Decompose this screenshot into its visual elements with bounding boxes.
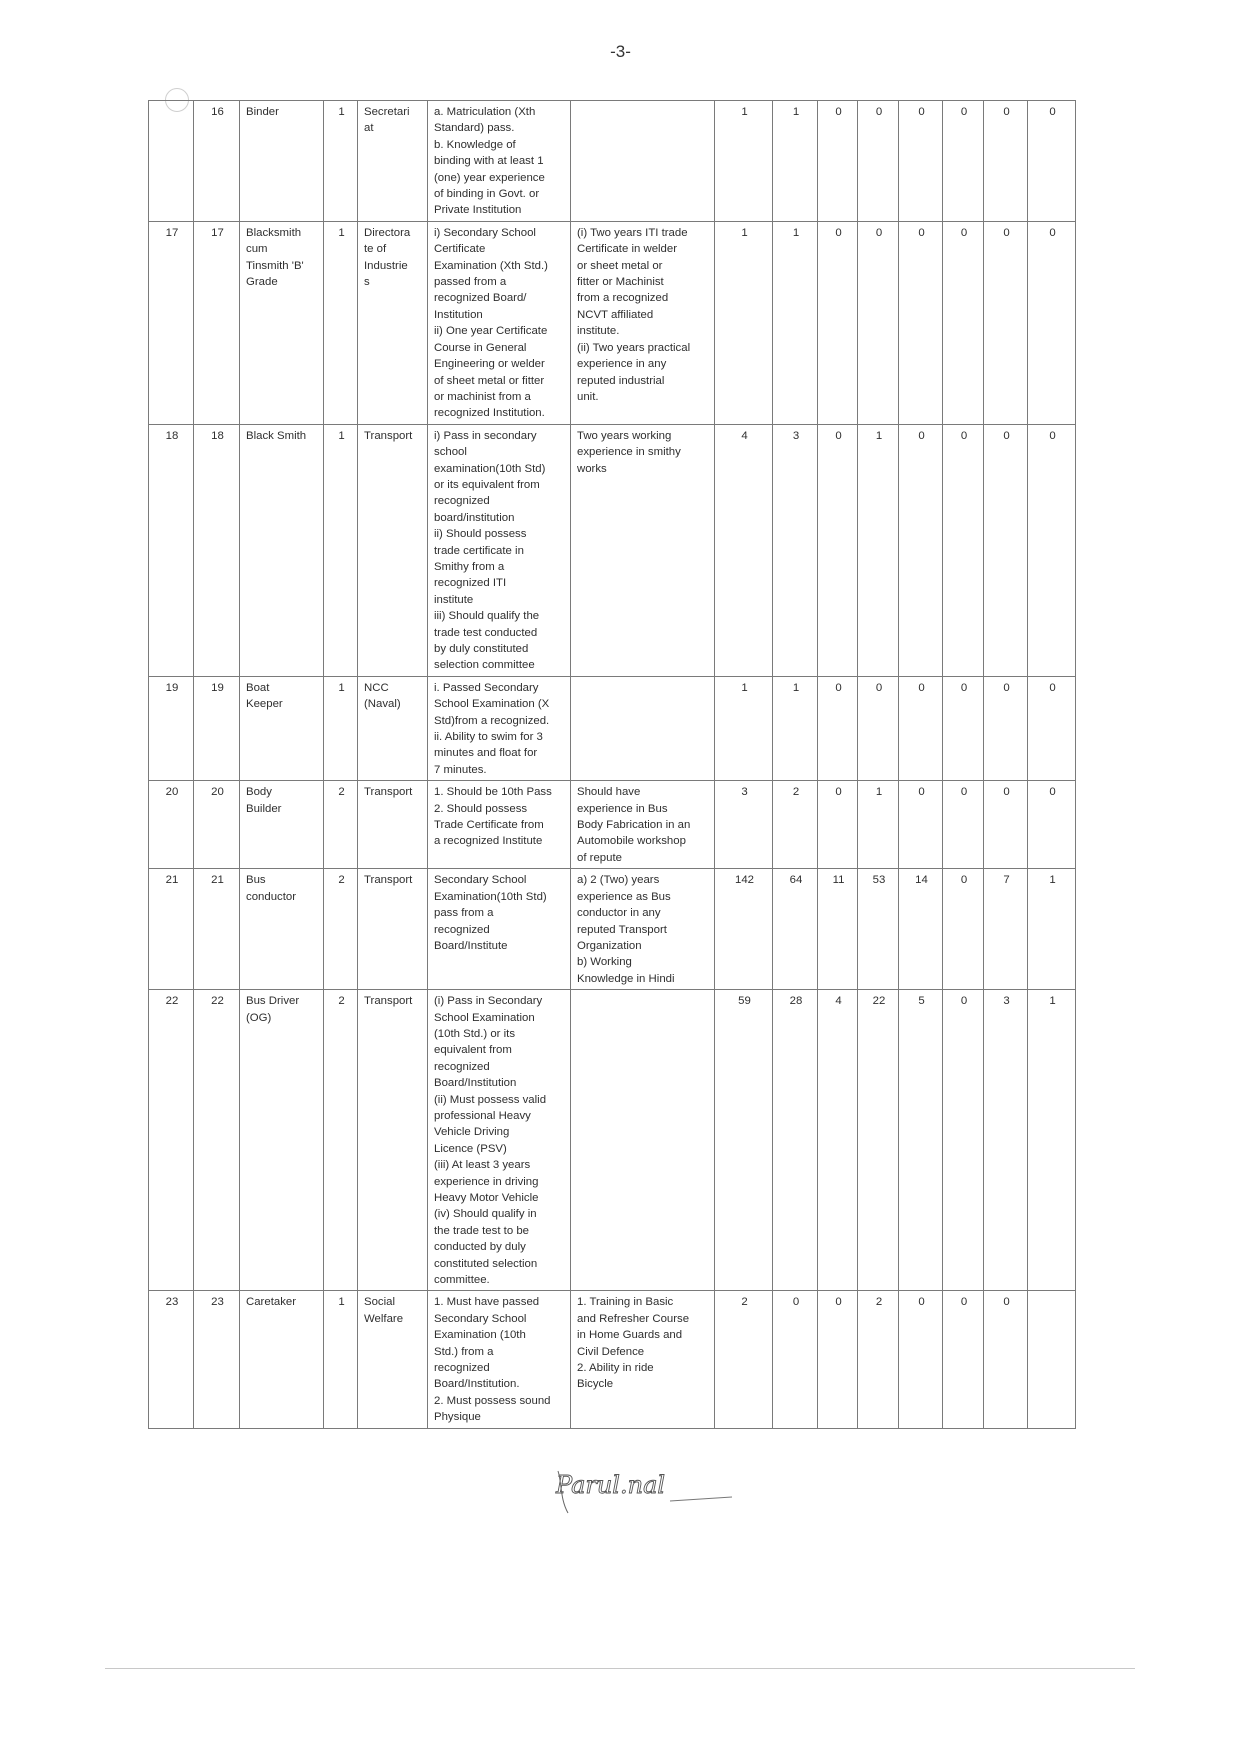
count-cell: 4 — [818, 990, 858, 1291]
count-cell: 0 — [1028, 781, 1076, 869]
post-number-cell: 22 — [194, 990, 240, 1291]
qualification-cell — [428, 990, 571, 1291]
qualification-cell-line: Trade Certificate from — [434, 819, 544, 832]
qualification-cell-line: or machinist from a — [434, 390, 531, 403]
qualification-cell-line: passed from a — [434, 276, 507, 289]
qualification-cell-line: Smithy from a — [434, 560, 505, 573]
department-cell-line: s — [364, 276, 370, 289]
post-name-cell-line: Bus Driver — [246, 995, 300, 1008]
qualification-cell-line: (one) year experience — [434, 171, 545, 184]
count-cell: 142 — [715, 869, 773, 990]
count-cell: 1 — [858, 781, 899, 869]
count-cell: 0 — [984, 1291, 1028, 1428]
post-name-cell — [240, 676, 324, 780]
post-name-cell-line: Body — [246, 786, 272, 799]
post-name-cell — [240, 990, 324, 1291]
qualification-cell-line: School Examination (X — [434, 698, 550, 711]
post-number-cell: 23 — [194, 1291, 240, 1428]
table-row — [149, 990, 1076, 1291]
experience-cell-line: (ii) Two years practical — [577, 341, 691, 354]
count-cell: 0 — [899, 676, 943, 780]
qualification-cell-line: Examination (Xth Std.) — [434, 259, 548, 272]
serial-number-cell: 18 — [149, 424, 194, 676]
qualification-cell — [428, 101, 571, 222]
posts-count-cell: 2 — [324, 781, 358, 869]
serial-number-cell — [149, 101, 194, 222]
count-cell: 1 — [1028, 990, 1076, 1291]
signature — [550, 1455, 740, 1530]
post-name-cell — [240, 101, 324, 222]
posts-count-cell: 1 — [324, 424, 358, 676]
qualification-cell-line: (ii) Must possess valid — [434, 1093, 547, 1106]
experience-cell-line: and Refresher Course — [577, 1312, 690, 1325]
department-cell-line: Social — [364, 1296, 396, 1309]
experience-cell-line: fitter or Machinist — [577, 276, 664, 289]
department-cell-line: Transport — [364, 995, 413, 1008]
count-cell: 3 — [715, 781, 773, 869]
experience-cell-line: of repute — [577, 851, 622, 864]
qualification-cell-line: i) Secondary School — [434, 226, 536, 239]
qualification-cell-line: (iv) Should qualify in — [434, 1208, 537, 1221]
post-name-cell-line: Caretaker — [246, 1296, 297, 1309]
count-cell: 1 — [715, 221, 773, 424]
serial-number-cell: 19 — [149, 676, 194, 780]
experience-cell-line: experience in Bus — [577, 802, 668, 815]
qualification-cell-line: Licence (PSV) — [434, 1142, 507, 1155]
count-cell: 2 — [858, 1291, 899, 1428]
qualification-cell-line: constituted selection — [434, 1257, 538, 1270]
table-row — [149, 869, 1076, 990]
count-cell: 0 — [818, 676, 858, 780]
table-row — [149, 781, 1076, 869]
count-cell: 0 — [818, 781, 858, 869]
post-name-cell-line: Blacksmith — [246, 226, 302, 239]
qualification-cell-line: trade test conducted — [434, 626, 538, 639]
department-cell — [358, 424, 428, 676]
department-cell — [358, 869, 428, 990]
qualification-cell-line: ii) Should possess — [434, 528, 527, 541]
experience-cell-line: NCVT affiliated — [577, 308, 654, 321]
experience-cell-line: Bicycle — [577, 1378, 614, 1391]
post-number-cell: 18 — [194, 424, 240, 676]
qualification-cell-line: recognized Institution. — [434, 407, 545, 420]
count-cell: 0 — [818, 1291, 858, 1428]
department-cell-line: Transport — [364, 786, 413, 799]
serial-number-cell: 21 — [149, 869, 194, 990]
count-cell: 0 — [773, 1291, 818, 1428]
count-cell: 0 — [943, 221, 984, 424]
posts-count-cell: 1 — [324, 676, 358, 780]
posts-table — [148, 100, 1076, 1429]
qualification-cell-line: school — [434, 446, 467, 459]
department-cell-line: Transport — [364, 874, 413, 887]
post-number-cell: 17 — [194, 221, 240, 424]
count-cell: 1 — [773, 221, 818, 424]
qualification-cell-line: Board/Institute — [434, 939, 508, 952]
count-cell: 0 — [984, 221, 1028, 424]
qualification-cell-line: School Examination — [434, 1011, 535, 1024]
count-cell: 0 — [943, 676, 984, 780]
qualification-cell-line: selection committee — [434, 659, 535, 672]
qualification-cell-line: b. Knowledge of — [434, 138, 516, 151]
qualification-cell-line: board/institution — [434, 511, 515, 524]
qualification-cell-line: binding with at least 1 — [434, 155, 544, 168]
count-cell: 0 — [858, 221, 899, 424]
count-cell: 0 — [1028, 424, 1076, 676]
department-cell-line: at — [364, 122, 374, 135]
table-row — [149, 676, 1076, 780]
department-cell — [358, 221, 428, 424]
experience-cell-line: Organization — [577, 939, 642, 952]
experience-cell — [571, 676, 715, 780]
qualification-cell-line: Heavy Motor Vehicle — [434, 1192, 539, 1204]
qualification-cell-line: 2. Should possess — [434, 802, 528, 815]
department-cell-line: (Naval) — [364, 698, 401, 711]
count-cell: 1 — [773, 676, 818, 780]
experience-cell — [571, 221, 715, 424]
post-name-cell-line: Black Smith — [246, 429, 307, 442]
qualification-cell-line: or its equivalent from — [434, 478, 540, 491]
qualification-cell-line: (10th Std.) or its — [434, 1027, 516, 1040]
experience-cell-line: experience in smithy — [577, 446, 681, 459]
department-cell — [358, 990, 428, 1291]
qualification-cell-line: Private Institution — [434, 204, 522, 217]
qualification-cell-line: iii) Should qualify the — [434, 610, 540, 623]
posts-count-cell: 1 — [324, 221, 358, 424]
experience-cell-line: experience as Bus — [577, 890, 671, 903]
count-cell: 22 — [858, 990, 899, 1291]
department-cell-line: Secretari — [364, 106, 410, 118]
posts-count-cell: 1 — [324, 101, 358, 222]
qualification-cell-line: Secondary School — [434, 874, 527, 887]
count-cell: 0 — [818, 424, 858, 676]
qualification-cell-line: Board/Institution — [434, 1077, 517, 1090]
qualification-cell-line: examination(10th Std) — [434, 462, 546, 475]
department-cell-line: Industrie — [364, 259, 408, 272]
experience-cell-line: institute. — [577, 325, 620, 338]
qualification-cell-line: experience in driving — [434, 1175, 539, 1188]
department-cell-line: NCC — [364, 681, 389, 694]
experience-cell — [571, 990, 715, 1291]
count-cell: 0 — [943, 101, 984, 222]
post-name-cell-line: cum — [246, 243, 268, 256]
experience-cell-line: or sheet metal or — [577, 259, 663, 272]
qualification-cell-line: 1. Should be 10th Pass — [434, 786, 552, 799]
qualification-cell-line: Course in General — [434, 341, 527, 354]
table-row — [149, 221, 1076, 424]
qualification-cell-line: professional Heavy — [434, 1109, 531, 1122]
qualification-cell — [428, 676, 571, 780]
qualification-cell-line: recognized — [434, 1362, 490, 1375]
experience-cell-line: Body Fabrication in an — [577, 819, 691, 832]
posts-count-cell: 2 — [324, 869, 358, 990]
post-name-cell-line: conductor — [246, 890, 297, 903]
post-number-cell: 16 — [194, 101, 240, 222]
qualification-cell-line: Certificate — [434, 243, 486, 256]
count-cell: 11 — [818, 869, 858, 990]
experience-cell-line: (i) Two years ITI trade — [577, 226, 688, 239]
count-cell: 0 — [943, 869, 984, 990]
count-cell: 5 — [899, 990, 943, 1291]
qualification-cell-line: conducted by duly — [434, 1241, 526, 1254]
experience-cell-line: experience in any — [577, 358, 667, 371]
experience-cell-line: Automobile workshop — [577, 835, 686, 848]
count-cell: 0 — [984, 676, 1028, 780]
table-row — [149, 1291, 1076, 1428]
post-name-cell-line: Bus — [246, 874, 266, 887]
qualification-cell-line: of binding in Govt. or — [434, 188, 540, 201]
experience-cell-line: reputed Transport — [577, 923, 667, 936]
count-cell: 0 — [899, 221, 943, 424]
experience-cell-line: from a recognized — [577, 292, 669, 305]
table-body — [149, 101, 1076, 1429]
qualification-cell-line: committee. — [434, 1274, 490, 1287]
signature-text: Parul.nal — [556, 1471, 666, 1499]
qualification-cell-line: the trade test to be — [434, 1224, 529, 1237]
count-cell: 0 — [899, 424, 943, 676]
qualification-cell — [428, 221, 571, 424]
count-cell: 1 — [1028, 869, 1076, 990]
qualification-cell-line: Vehicle Driving — [434, 1126, 510, 1139]
qualification-cell-line: minutes and float for — [434, 747, 538, 760]
experience-cell-line: conductor in any — [577, 907, 661, 920]
department-cell-line: Welfare — [364, 1312, 404, 1325]
experience-cell-line: 1. Training in Basic — [577, 1296, 674, 1309]
page-number: -3- — [610, 42, 631, 61]
qualification-cell-line: 7 minutes. — [434, 763, 487, 776]
qualification-cell-line: 1. Must have passed — [434, 1296, 540, 1309]
qualification-cell-line: recognized ITI — [434, 577, 507, 590]
qualification-cell-line: Physique — [434, 1411, 481, 1424]
qualification-cell-line: i) Pass in secondary — [434, 429, 537, 442]
qualification-cell-line: Board/Institution. — [434, 1378, 520, 1391]
count-cell: 3 — [984, 990, 1028, 1291]
experience-cell-line: Two years working — [577, 429, 672, 442]
qualification-cell-line: i. Passed Secondary — [434, 681, 539, 694]
post-name-cell-line: Grade — [246, 276, 278, 289]
post-number-cell: 21 — [194, 869, 240, 990]
count-cell: 1 — [858, 424, 899, 676]
table-row — [149, 424, 1076, 676]
experience-cell-line: in Home Guards and — [577, 1329, 683, 1342]
count-cell: 14 — [899, 869, 943, 990]
count-cell: 28 — [773, 990, 818, 1291]
serial-number-cell: 23 — [149, 1291, 194, 1428]
qualification-cell-line: by duly constituted — [434, 643, 529, 655]
experience-cell-line: Civil Defence — [577, 1345, 645, 1358]
count-cell: 0 — [858, 101, 899, 222]
department-cell — [358, 781, 428, 869]
count-cell — [1028, 1291, 1076, 1428]
qualification-cell-line: ii) One year Certificate — [434, 325, 548, 338]
department-cell — [358, 101, 428, 222]
post-name-cell-line: Binder — [246, 106, 279, 118]
post-name-cell-line: Builder — [246, 802, 282, 815]
qualification-cell-line: recognized — [434, 1060, 490, 1073]
count-cell: 0 — [943, 424, 984, 676]
serial-number-cell: 22 — [149, 990, 194, 1291]
experience-cell-line: reputed industrial — [577, 374, 665, 387]
count-cell: 0 — [818, 101, 858, 222]
count-cell: 0 — [1028, 676, 1076, 780]
count-cell: 1 — [715, 101, 773, 222]
count-cell: 1 — [715, 676, 773, 780]
post-number-cell: 20 — [194, 781, 240, 869]
post-name-cell — [240, 781, 324, 869]
qualification-cell — [428, 1291, 571, 1428]
count-cell: 0 — [858, 676, 899, 780]
department-cell — [358, 676, 428, 780]
experience-cell-line: 2. Ability in ride — [577, 1362, 654, 1375]
department-cell — [358, 1291, 428, 1428]
qualification-cell-line: Secondary School — [434, 1312, 527, 1325]
count-cell: 0 — [1028, 221, 1076, 424]
count-cell: 0 — [899, 1291, 943, 1428]
post-name-cell-line: Keeper — [246, 698, 283, 711]
experience-cell — [571, 101, 715, 222]
post-name-cell-line: (OG) — [246, 1011, 272, 1024]
experience-cell-line: unit. — [577, 390, 599, 403]
experience-cell-line: Should have — [577, 786, 641, 799]
qualification-cell-line: (i) Pass in Secondary — [434, 995, 543, 1008]
experience-cell-line: works — [577, 462, 607, 475]
count-cell: 0 — [818, 221, 858, 424]
experience-cell — [571, 781, 715, 869]
qualification-cell-line: Std.) from a — [434, 1345, 494, 1358]
qualification-cell-line: Examination(10th Std) — [434, 890, 547, 903]
serial-number-cell: 20 — [149, 781, 194, 869]
count-cell: 59 — [715, 990, 773, 1291]
count-cell: 0 — [899, 101, 943, 222]
experience-cell — [571, 1291, 715, 1428]
department-cell-line: Directora — [364, 226, 411, 239]
department-cell-line: Transport — [364, 429, 413, 442]
count-cell: 4 — [715, 424, 773, 676]
post-name-cell — [240, 221, 324, 424]
count-cell: 0 — [984, 101, 1028, 222]
qualification-cell-line: 2. Must possess sound — [434, 1394, 551, 1407]
experience-cell-line: b) Working — [577, 956, 632, 969]
count-cell: 3 — [773, 424, 818, 676]
posts-count-cell: 1 — [324, 1291, 358, 1428]
qualification-cell-line: equivalent from — [434, 1044, 512, 1057]
table-row — [149, 101, 1076, 222]
qualification-cell-line: a. Matriculation (Xth — [434, 106, 536, 118]
experience-cell — [571, 424, 715, 676]
posts-count-cell: 2 — [324, 990, 358, 1291]
serial-number-cell: 17 — [149, 221, 194, 424]
qualification-cell-line: Institution — [434, 308, 483, 321]
qualification-cell-line: trade certificate in — [434, 544, 524, 557]
qualification-cell-line: institute — [434, 593, 474, 606]
experience-cell — [571, 869, 715, 990]
count-cell: 2 — [715, 1291, 773, 1428]
qualification-cell-line: ii. Ability to swim for 3 — [434, 731, 543, 744]
qualification-cell-line: Engineering or welder — [434, 358, 545, 371]
qualification-cell — [428, 781, 571, 869]
post-name-cell — [240, 1291, 324, 1428]
qualification-cell — [428, 424, 571, 676]
count-cell: 7 — [984, 869, 1028, 990]
qualification-cell-line: recognized Board/ — [434, 292, 527, 305]
count-cell: 0 — [899, 781, 943, 869]
qualification-cell-line: recognized — [434, 495, 490, 508]
experience-cell-line: a) 2 (Two) years — [577, 874, 660, 887]
experience-cell-line: Certificate in welder — [577, 243, 678, 256]
post-number-cell: 19 — [194, 676, 240, 780]
qualification-cell-line: Examination (10th — [434, 1329, 526, 1342]
qualification-cell-line: a recognized Institute — [434, 835, 543, 848]
qualification-cell — [428, 869, 571, 990]
count-cell: 0 — [984, 781, 1028, 869]
count-cell: 0 — [1028, 101, 1076, 222]
qualification-cell-line: recognized — [434, 923, 490, 936]
page-bottom-rule — [105, 1668, 1135, 1669]
qualification-cell-line: of sheet metal or fitter — [434, 374, 545, 387]
count-cell: 0 — [943, 1291, 984, 1428]
qualification-cell-line: (iii) At least 3 years — [434, 1159, 531, 1172]
count-cell: 0 — [984, 424, 1028, 676]
department-cell-line: te of — [364, 243, 387, 256]
post-name-cell-line: Boat — [246, 681, 270, 694]
count-cell: 64 — [773, 869, 818, 990]
qualification-cell-line: Std)from a recognized. — [434, 714, 550, 727]
count-cell: 0 — [943, 990, 984, 1291]
post-name-cell — [240, 424, 324, 676]
post-name-cell-line: Tinsmith 'B' — [246, 259, 304, 272]
count-cell: 2 — [773, 781, 818, 869]
count-cell: 1 — [773, 101, 818, 222]
count-cell: 53 — [858, 869, 899, 990]
count-cell: 0 — [943, 781, 984, 869]
post-name-cell — [240, 869, 324, 990]
experience-cell-line: Knowledge in Hindi — [577, 972, 675, 985]
qualification-cell-line: pass from a — [434, 907, 494, 920]
qualification-cell-line: Standard) pass. — [434, 122, 515, 135]
